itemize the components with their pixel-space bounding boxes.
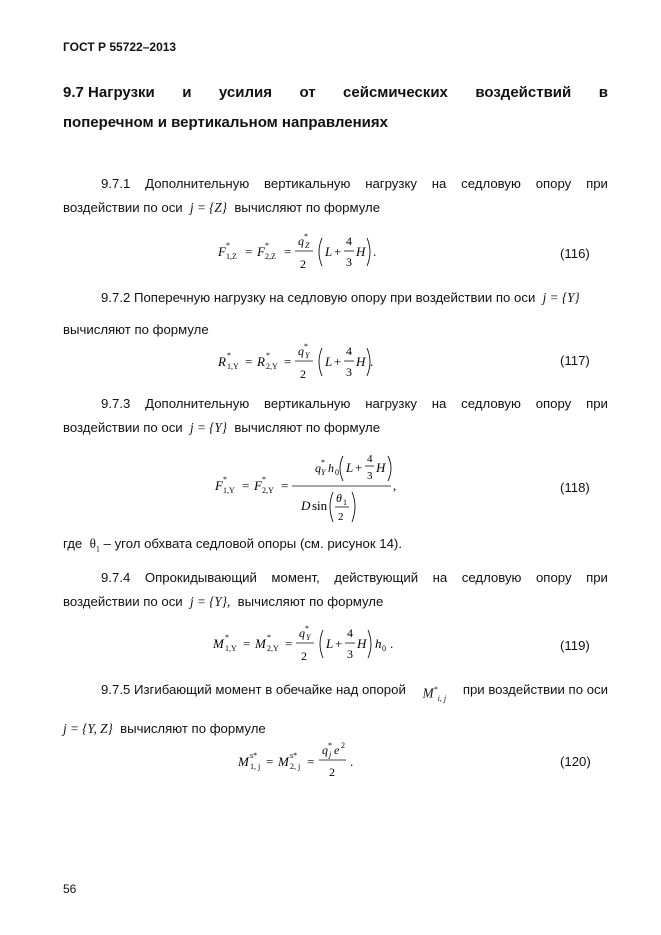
svg-text:*: * xyxy=(262,475,266,484)
svg-text:R: R xyxy=(218,354,226,369)
svg-text:*: * xyxy=(304,232,308,241)
svg-text:sin: sin xyxy=(312,498,328,513)
svg-text:1: 1 xyxy=(343,498,347,507)
svg-text:L: L xyxy=(325,244,333,259)
svg-text:q: q xyxy=(315,461,321,475)
svg-text:=: = xyxy=(245,354,253,369)
formula-116 xyxy=(210,232,390,272)
svg-text:2: 2 xyxy=(338,511,344,523)
svg-text:*: * xyxy=(305,624,309,633)
svg-text:j: j xyxy=(329,750,332,759)
svg-text:.: . xyxy=(390,636,394,651)
equation-number: (119) xyxy=(560,638,590,653)
svg-text:+: + xyxy=(334,354,342,369)
svg-text:R: R xyxy=(257,354,265,369)
svg-text:4: 4 xyxy=(346,344,352,358)
svg-text:Z: Z xyxy=(305,241,310,250)
svg-text:H: H xyxy=(356,244,366,259)
svg-text:2, j: 2, j xyxy=(290,762,301,771)
svg-text:s*: s* xyxy=(290,751,298,760)
svg-text:1,Y: 1,Y xyxy=(227,362,239,371)
svg-text:2: 2 xyxy=(300,257,306,271)
svg-text:4: 4 xyxy=(346,234,352,248)
svg-text:H: H xyxy=(357,636,367,651)
svg-text:=: = xyxy=(242,478,250,493)
paragraph-9-7-2: 9.7.2 Поперечную нагрузку на седловую опору при воздействии по оси j = {Y} вычисляют по формуле xyxy=(63,290,580,337)
standard-header: ГОСТ Р 55722–2013 xyxy=(63,40,177,54)
svg-text:*: * xyxy=(328,741,332,750)
svg-text:q: q xyxy=(322,743,328,757)
svg-text:4: 4 xyxy=(347,626,353,640)
svg-text:Y: Y xyxy=(306,633,311,642)
svg-text:2: 2 xyxy=(301,649,307,663)
axis-symbol: j = {Y} xyxy=(542,290,580,305)
svg-text:.: . xyxy=(350,754,354,769)
svg-text:2: 2 xyxy=(300,367,306,381)
svg-text:=: = xyxy=(284,354,292,369)
svg-text:1,Z: 1,Z xyxy=(226,252,237,261)
svg-text:L: L xyxy=(346,460,354,475)
svg-text:2,Y: 2,Y xyxy=(267,644,279,653)
svg-text:.: . xyxy=(373,244,377,259)
svg-text:q: q xyxy=(299,626,305,640)
svg-text:+: + xyxy=(355,460,363,475)
svg-text:Y: Y xyxy=(321,468,326,477)
svg-text:2: 2 xyxy=(329,765,335,779)
axis-symbol: j = {Z} xyxy=(190,200,228,215)
formula-120 xyxy=(230,740,370,780)
svg-text:=: = xyxy=(266,754,274,769)
svg-text:*: * xyxy=(226,241,230,250)
formula-117 xyxy=(210,342,390,382)
svg-text:s*: s* xyxy=(250,751,258,760)
svg-text:h: h xyxy=(375,636,382,651)
paragraph-9-7-5: 9.7.5 Изгибающий момент в обечайке над опорой $M^*_{i, j}$ при воздействии по оси j = {Y, Z} вычисляют по формуле xyxy=(63,678,608,741)
svg-text:0: 0 xyxy=(335,468,339,477)
svg-text:2,Y: 2,Y xyxy=(262,486,274,495)
where-clause: где $\theta_1$ – угол обхвата седловой опоры (см. рисунок 14). xyxy=(63,536,402,554)
equation-number: (118) xyxy=(560,480,590,495)
svg-text:L: L xyxy=(326,636,334,651)
equation-number: (116) xyxy=(560,246,590,261)
svg-text:*: * xyxy=(266,351,270,360)
svg-text:M: M xyxy=(278,754,289,769)
svg-text:θ: θ xyxy=(336,491,342,505)
svg-text:*: * xyxy=(265,241,269,250)
svg-text:1,Y: 1,Y xyxy=(223,486,235,495)
svg-text:+: + xyxy=(334,244,342,259)
svg-text:=: = xyxy=(243,636,251,651)
section-number: 9.7 xyxy=(63,84,84,101)
theta-symbol: $\theta_1$ xyxy=(89,536,100,554)
svg-text:H: H xyxy=(356,354,366,369)
svg-text:H: H xyxy=(376,460,386,475)
svg-text:*: * xyxy=(225,633,229,642)
equation-number: (117) xyxy=(560,353,590,368)
svg-text:+: + xyxy=(335,636,343,651)
svg-text:3: 3 xyxy=(346,255,352,269)
moment-symbol: $M^*_{i, j}$ xyxy=(422,685,447,704)
svg-text:0: 0 xyxy=(382,644,386,653)
svg-text:e: e xyxy=(334,743,340,757)
svg-text:1,Y: 1,Y xyxy=(225,644,237,653)
svg-text:*: * xyxy=(304,342,308,351)
formula-119 xyxy=(205,624,405,664)
equation-number: (120) xyxy=(560,754,591,769)
svg-text:3: 3 xyxy=(367,470,373,482)
svg-text:h: h xyxy=(328,461,334,475)
svg-text:2: 2 xyxy=(341,741,345,750)
paragraph-9-7-4: 9.7.4 Опрокидывающий момент, действующий на седловую опору при воздействии по оси j = {Y}, вычисляют по формуле xyxy=(63,570,608,609)
svg-text:F: F xyxy=(215,478,223,493)
formula-118 xyxy=(205,448,395,528)
axis-symbol: j = {Y}, xyxy=(190,594,231,609)
svg-text:F: F xyxy=(254,478,262,493)
svg-text:2,Z: 2,Z xyxy=(265,252,276,261)
svg-text:*: * xyxy=(267,633,271,642)
svg-text:=: = xyxy=(307,754,315,769)
svg-text:=: = xyxy=(245,244,253,259)
axis-symbol: j = {Y} xyxy=(190,420,228,435)
paragraph-9-7-3: 9.7.3 Дополнительную вертикальную нагрузку на седловую опору при воздействии по оси j = {Y} вычисляют по формуле xyxy=(63,396,608,435)
svg-text:*: * xyxy=(321,458,325,467)
svg-text:3: 3 xyxy=(347,647,353,661)
svg-text:=: = xyxy=(284,244,292,259)
svg-text:1, j: 1, j xyxy=(250,762,261,771)
svg-text:M: M xyxy=(213,636,224,651)
page-number: 56 xyxy=(63,882,77,896)
svg-text:q: q xyxy=(298,234,304,248)
svg-text:=: = xyxy=(285,636,293,651)
axis-symbol: j = {Y, Z} xyxy=(63,721,113,737)
section-title-line1: 9.7 Нагрузки и усилия от сейсмических воздействий в xyxy=(63,84,608,101)
svg-text:,: , xyxy=(393,478,397,493)
svg-text:Y: Y xyxy=(305,351,310,360)
svg-text:*: * xyxy=(227,351,231,360)
svg-text:=: = xyxy=(281,478,289,493)
svg-text:.: . xyxy=(370,354,374,369)
svg-text:M: M xyxy=(255,636,266,651)
paragraph-9-7-1: 9.7.1 Дополнительную вертикальную нагрузку на седловую опору при воздействии по оси j = {Z} вычисляют по формуле xyxy=(63,176,608,215)
svg-text:3: 3 xyxy=(346,365,352,379)
svg-text:L: L xyxy=(325,354,333,369)
svg-text:2,Y: 2,Y xyxy=(266,362,278,371)
svg-text:4: 4 xyxy=(367,453,373,465)
section-title-line2: поперечном и вертикальном направлениях xyxy=(63,114,388,131)
svg-text:F: F xyxy=(257,244,265,259)
svg-text:D: D xyxy=(301,498,311,513)
svg-text:F: F xyxy=(218,244,226,259)
svg-text:M: M xyxy=(238,754,249,769)
svg-text:q: q xyxy=(298,344,304,358)
svg-text:*: * xyxy=(223,475,227,484)
section-title xyxy=(63,78,608,138)
